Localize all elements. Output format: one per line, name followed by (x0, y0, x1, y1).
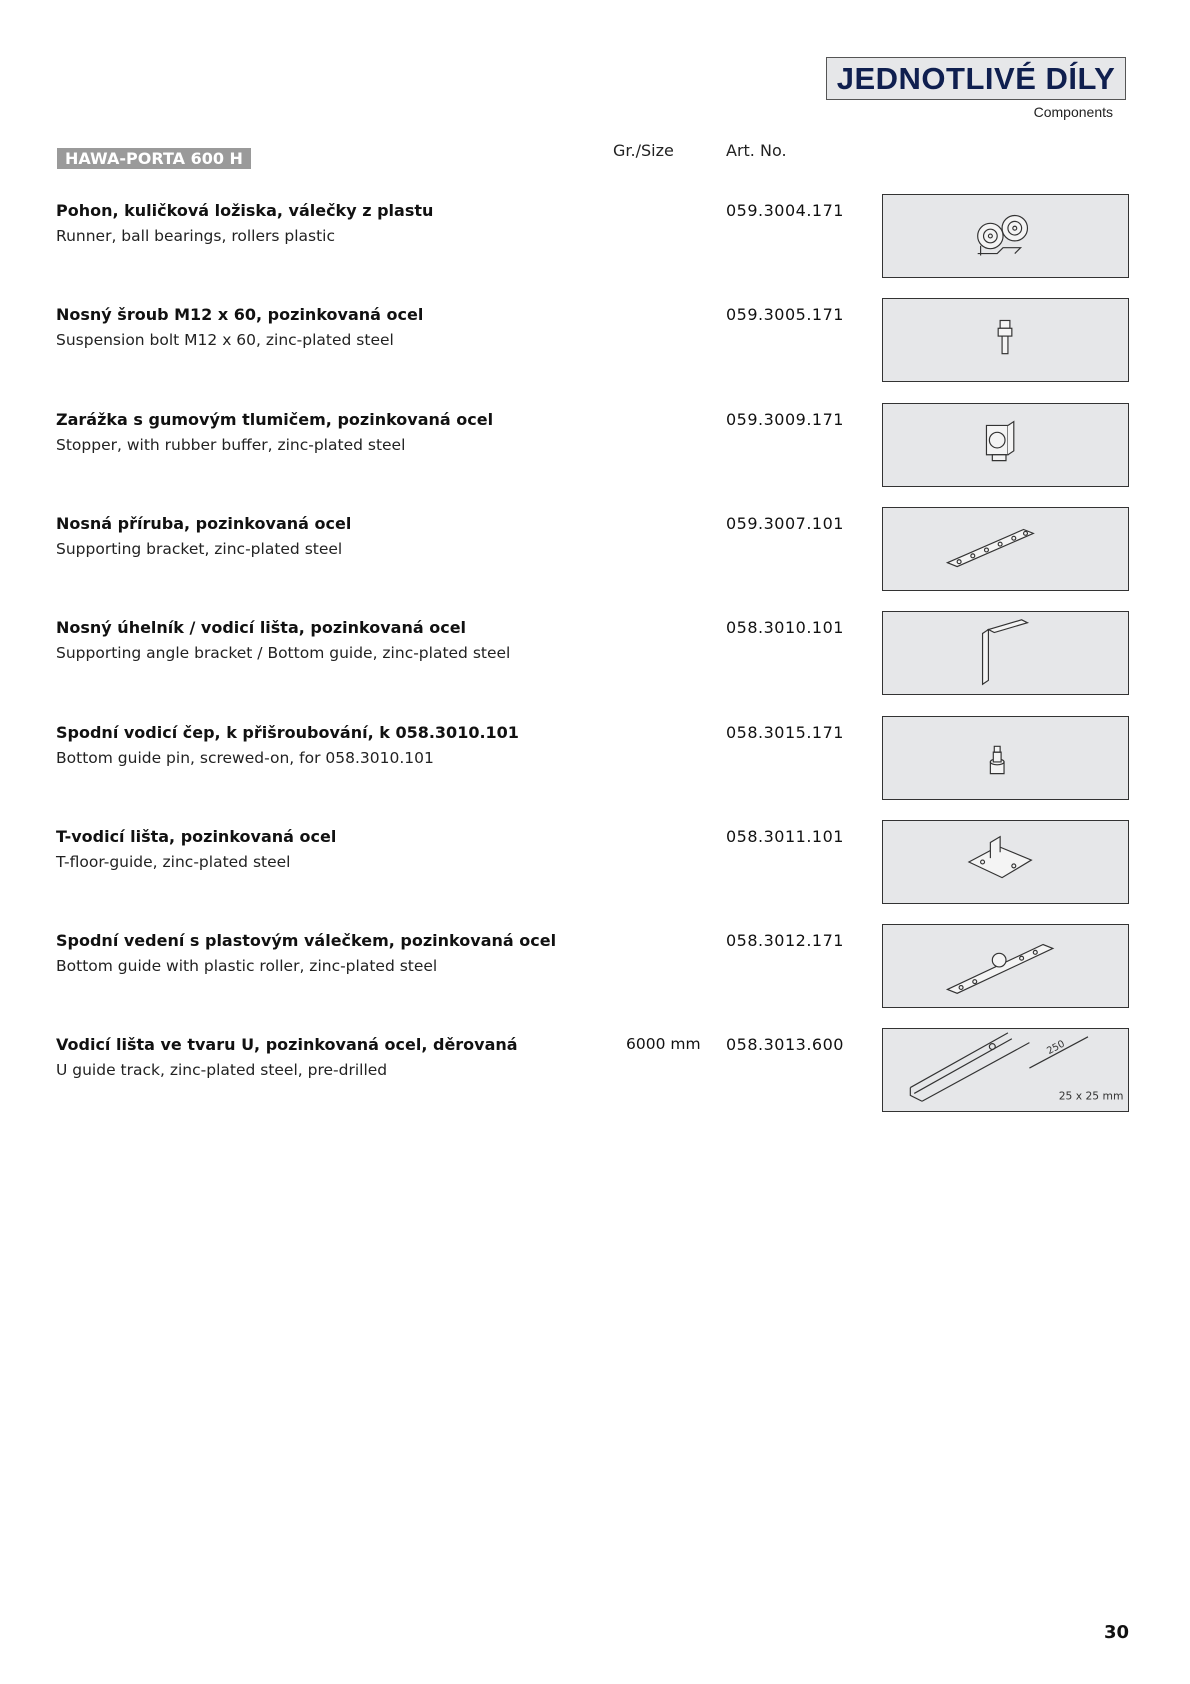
item-name-cz: Zarážka s gumovým tlumičem, pozinkovaná ocel (56, 409, 494, 429)
item-name-cz: Nosná příruba, pozinkovaná ocel (56, 513, 352, 533)
item-art-no: 058.3011.101 (726, 826, 844, 846)
bracket-icon (883, 508, 1128, 590)
item-row (0, 618, 1190, 722)
item-art-no: 058.3015.171 (726, 722, 844, 742)
item-image (882, 716, 1129, 800)
item-image (882, 611, 1129, 695)
column-size: Gr./Size (613, 141, 674, 160)
item-image (882, 820, 1129, 904)
column-art-no: Art. No. (726, 141, 787, 160)
runner-icon (883, 195, 1128, 277)
item-row (0, 723, 1190, 827)
item-image (882, 298, 1129, 382)
bolt-icon (883, 299, 1128, 381)
item-size: 6000 mm (626, 1035, 701, 1054)
angle-icon (883, 612, 1128, 694)
item-row (0, 931, 1190, 1035)
item-art-no: 059.3005.171 (726, 305, 844, 325)
item-image (882, 403, 1129, 487)
item-name-cz: T-vodicí lišta, pozinkovaná ocel (56, 826, 337, 846)
page-number: 30 (1104, 1622, 1130, 1643)
item-row (0, 410, 1190, 514)
profile-label: 25 x 25 mm (1058, 1089, 1124, 1103)
item-image (882, 1028, 1129, 1112)
item-row (0, 514, 1190, 618)
item-row (0, 305, 1190, 409)
item-name-en: Stopper, with rubber buffer, zinc-plated steel (56, 435, 406, 454)
item-name-en: Suspension bolt M12 x 60, zinc-plated steel (56, 331, 394, 350)
item-art-no: 058.3013.600 (726, 1035, 844, 1055)
item-name-en: Supporting bracket, zinc-plated steel (56, 539, 343, 558)
item-row (0, 201, 1190, 305)
item-name-en: Runner, ball bearings, rollers plastic (56, 227, 335, 245)
item-row (0, 1035, 1190, 1139)
item-art-no: 058.3010.101 (726, 618, 844, 638)
item-art-no: 059.3009.171 (726, 409, 844, 429)
header-title: JEDNOTLIVÉ DÍLY (836, 61, 1116, 96)
item-name-cz: Spodní vedení s plastovým válečkem, pozinkovaná ocel (56, 931, 557, 951)
item-image (882, 194, 1129, 278)
item-image (882, 924, 1129, 1008)
pin-icon (883, 717, 1128, 799)
item-name-en: T-floor-guide, zinc-plated steel (56, 852, 291, 871)
header-title-box (826, 57, 1126, 100)
item-name-en: U guide track, zinc-plated steel, pre-drilled (56, 1061, 388, 1080)
dimension-label: 250 (1045, 1038, 1067, 1058)
stopper-icon (883, 404, 1128, 486)
product-tag: HAWA-PORTA 600 H (57, 148, 251, 169)
item-name-cz: Nosný úhelník / vodicí lišta, pozinkovaná ocel (56, 618, 467, 638)
item-row (0, 827, 1190, 931)
item-name-cz: Pohon, kuličková ložiska, válečky z plastu (56, 201, 434, 220)
item-art-no: 058.3012.171 (726, 931, 844, 951)
item-name-en: Bottom guide pin, screwed-on, for 058.3010.101 (56, 748, 434, 767)
item-art-no: 059.3004.171 (726, 201, 844, 220)
item-name-cz: Vodicí lišta ve tvaru U, pozinkovaná ocel, děrovaná (56, 1035, 518, 1055)
item-name-cz: Spodní vodicí čep, k přišroubování, k 058.3010.101 (56, 722, 519, 742)
item-name-cz: Nosný šroub M12 x 60, pozinkovaná ocel (56, 305, 424, 325)
u-track-icon (883, 1029, 1128, 1111)
item-name-en: Supporting angle bracket / Bottom guide, zinc-plated steel (56, 644, 511, 663)
header-subtitle: Components (1033, 104, 1113, 120)
roller-guide-icon (883, 925, 1128, 1007)
tguide-icon (883, 821, 1128, 903)
item-name-en: Bottom guide with plastic roller, zinc-plated steel (56, 957, 438, 976)
item-art-no: 059.3007.101 (726, 513, 844, 533)
item-image (882, 507, 1129, 591)
